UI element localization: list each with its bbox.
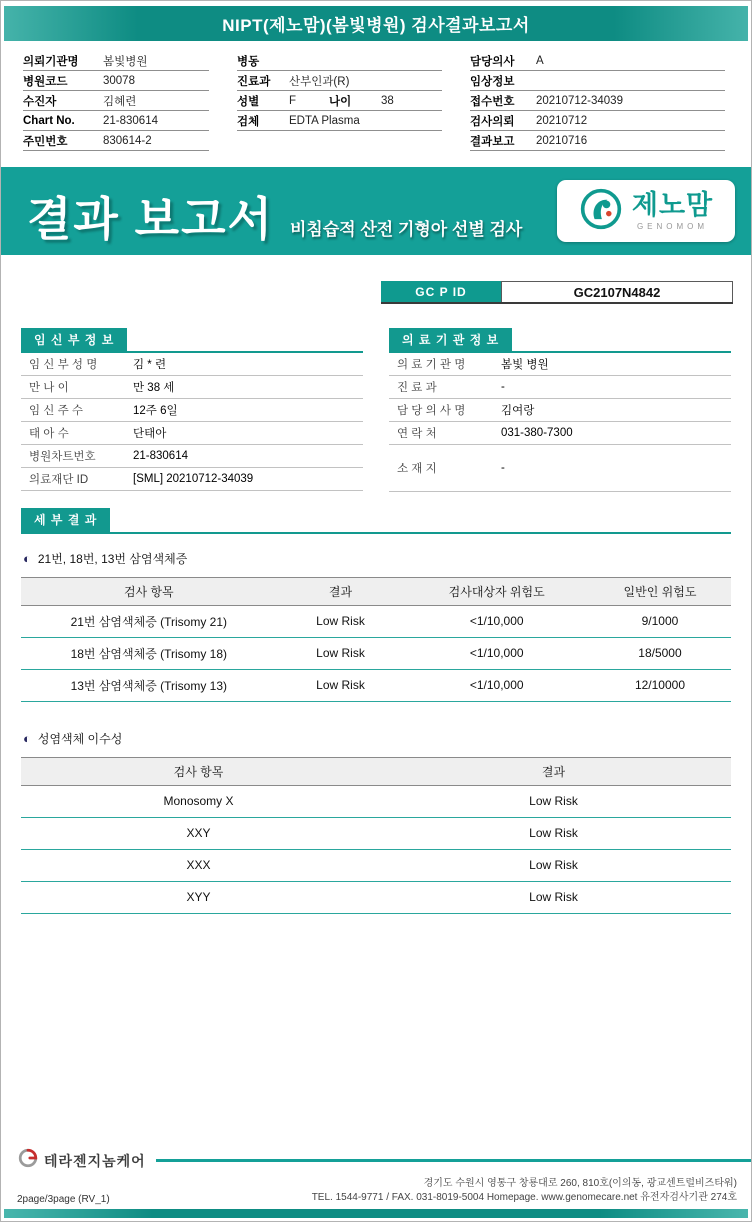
field-value: 산부인과(R) xyxy=(289,75,350,88)
table-row xyxy=(21,353,363,376)
cell-population-risk: 12/10000 xyxy=(634,678,686,693)
field-label: 병동 xyxy=(237,55,260,68)
table-row xyxy=(21,786,731,818)
column-header: 검사 항목 xyxy=(173,764,224,779)
field-label: 수진자 xyxy=(23,95,57,108)
footer-info-row xyxy=(1,1174,751,1205)
column-header: 결과 xyxy=(541,764,566,779)
table-row xyxy=(389,445,731,492)
field-value: 38 xyxy=(381,94,394,107)
table-row xyxy=(21,670,731,702)
company-contact: TEL. 1544-9771 / FAX. 031-8019-5004 Homepage. www.genomecare.net 유전자검사기관 274호 xyxy=(311,1192,737,1203)
field-value: 21-830614 xyxy=(103,114,158,127)
info-row-sex-age xyxy=(237,91,442,111)
table-header-row xyxy=(21,757,731,786)
column-header: 결과 xyxy=(328,584,353,599)
info-row-chart-no xyxy=(23,111,209,131)
company-name: 테라젠지놈케어 xyxy=(44,1152,146,1169)
cell-test-item: 21번 삼염색체증 (Trisomy 21) xyxy=(70,614,228,629)
banner-subtitle: 비침습적 산전 기형아 선별 검사 xyxy=(289,220,523,239)
bottom-accent-bar xyxy=(4,1209,748,1218)
cell-population-risk: 9/1000 xyxy=(641,614,679,629)
cell-subject-risk: <1/10,000 xyxy=(469,614,524,629)
cell-result: Low Risk xyxy=(316,678,365,693)
cell-test-item: XXY xyxy=(186,826,211,841)
field-label: 담당의사 xyxy=(470,55,515,68)
field-value: 김혜련 xyxy=(103,95,137,108)
row-value: 031-380-7300 xyxy=(501,427,573,440)
section-title: 세 부 결 과 xyxy=(21,508,110,531)
field-value: 봄빛병원 xyxy=(103,55,148,68)
cell-result: Low Risk xyxy=(529,794,578,809)
row-value: 김 * 련 xyxy=(133,359,167,372)
sex-chromosome-section-heading xyxy=(23,730,729,747)
field-label: 검체 xyxy=(237,115,260,128)
mother-info-header xyxy=(21,328,363,353)
column-header: 검사 항목 xyxy=(123,584,174,599)
row-label: 의료재단 ID xyxy=(29,474,89,487)
row-value: 단태아 xyxy=(133,428,167,441)
table-row xyxy=(21,638,731,670)
field-value: 20210712-34039 xyxy=(536,94,623,107)
field-value: F xyxy=(289,94,297,107)
cell-test-item: XXX xyxy=(186,858,211,873)
cell-subject-risk: <1/10,000 xyxy=(469,646,524,661)
table-row xyxy=(389,376,731,399)
cell-result: Low Risk xyxy=(529,890,578,905)
footer-logo-row xyxy=(1,1147,751,1174)
theragen-logo-icon xyxy=(17,1147,39,1174)
table-row xyxy=(21,850,731,882)
info-row-ward xyxy=(237,51,442,71)
table-row xyxy=(389,399,731,422)
row-value: - xyxy=(501,381,505,394)
row-label: 태 아 수 xyxy=(29,428,69,441)
table-row xyxy=(21,422,363,445)
sex-chromosome-heading-text: 성염색체 이수성 xyxy=(37,731,123,746)
row-value: 김여랑 xyxy=(501,405,535,418)
patient-info-col-2 xyxy=(237,51,442,151)
row-value: [SML] 20210712-34039 xyxy=(133,473,254,486)
half-circle-icon: ◐ xyxy=(23,730,31,746)
field-value: 20210716 xyxy=(536,134,588,147)
info-row-specimen xyxy=(237,111,442,131)
row-label: 진 료 과 xyxy=(397,382,437,395)
row-value: 봄빛 병원 xyxy=(501,359,549,372)
hospital-info-header xyxy=(389,328,731,353)
patient-info-section xyxy=(1,41,751,155)
table-row xyxy=(21,882,731,914)
cell-subject-risk: <1/10,000 xyxy=(469,678,524,693)
row-value: 만 38 세 xyxy=(133,382,175,395)
table-row xyxy=(21,606,731,638)
info-row-doctor xyxy=(470,51,725,71)
row-label: 담 당 의 사 명 xyxy=(397,405,466,418)
half-circle-icon: ◐ xyxy=(23,550,31,566)
info-row-resident-no xyxy=(23,131,209,151)
field-label: 접수번호 xyxy=(470,95,515,108)
info-row-report-date xyxy=(470,131,725,151)
patient-info-col-1 xyxy=(23,51,209,151)
field-value: EDTA Plasma xyxy=(289,114,360,127)
report-title-bar xyxy=(4,6,748,41)
table-row xyxy=(21,818,731,850)
table-header-row xyxy=(21,577,731,606)
genomom-logo xyxy=(557,180,735,242)
field-label: Chart No. xyxy=(23,114,75,127)
cell-test-item: XYY xyxy=(186,890,211,905)
detailed-results-section xyxy=(1,492,751,913)
table-row xyxy=(21,445,363,468)
field-value: 30078 xyxy=(103,74,135,87)
genomom-logo-subtext: GENOMOM xyxy=(636,221,709,231)
column-header: 일반인 위험도 xyxy=(623,584,697,599)
field-label: 의뢰기관명 xyxy=(23,55,79,68)
row-label: 소 재 지 xyxy=(397,463,437,476)
cell-result: Low Risk xyxy=(316,646,365,661)
info-row-receipt-no xyxy=(470,91,725,111)
row-value: 21-830614 xyxy=(133,450,188,463)
row-label: 연 락 처 xyxy=(397,428,437,441)
row-value: - xyxy=(501,462,505,475)
company-address-block xyxy=(312,1177,737,1205)
genomom-logo-icon xyxy=(579,187,623,236)
info-row-department xyxy=(237,71,442,91)
footer xyxy=(1,1147,751,1205)
cell-test-item: Monosomy X xyxy=(163,794,234,809)
section-title: 의 료 기 관 정 보 xyxy=(389,328,512,351)
trisomy-table xyxy=(21,577,731,702)
row-value: 12주 6일 xyxy=(133,405,178,418)
column-header: 검사대상자 위험도 xyxy=(448,584,545,599)
hospital-info-table xyxy=(389,328,731,492)
cell-test-item: 18번 삼염색체증 (Trisomy 18) xyxy=(70,646,228,661)
row-label: 병원차트번호 xyxy=(29,451,96,464)
mother-info-table xyxy=(21,328,363,492)
genomom-logo-text xyxy=(631,189,714,231)
result-banner xyxy=(1,167,751,255)
row-label: 의 료 기 관 명 xyxy=(397,359,466,372)
detailed-results-header xyxy=(21,508,731,533)
page-number-label: 2page/3page (RV_1) xyxy=(17,1194,110,1205)
row-label: 임 신 부 성 명 xyxy=(29,359,98,372)
field-label: 검사의뢰 xyxy=(470,115,515,128)
field-label: 병원코드 xyxy=(23,75,68,88)
info-row-clinical-info xyxy=(470,71,725,91)
gcp-id-field xyxy=(381,281,733,304)
info-row-hospital-code xyxy=(23,71,209,91)
trisomy-heading-text: 21번, 18번, 13번 삼염색체증 xyxy=(37,551,188,566)
table-row xyxy=(21,376,363,399)
footer-divider xyxy=(156,1159,751,1162)
field-label: 임상정보 xyxy=(470,75,515,88)
cell-result: Low Risk xyxy=(316,614,365,629)
table-row xyxy=(21,468,363,491)
field-value: A xyxy=(536,54,544,67)
field-label: 성별 xyxy=(237,95,260,108)
gcp-id-value: GC2107N4842 xyxy=(501,281,733,302)
field-label: 나이 xyxy=(329,95,352,108)
field-label: 진료과 xyxy=(237,75,271,88)
row-label: 임 신 주 수 xyxy=(29,405,84,418)
table-row xyxy=(389,353,731,376)
banner-title: 결과 보고서 xyxy=(27,193,274,245)
row-label: 만 나 이 xyxy=(29,382,69,395)
sex-chromosome-table xyxy=(21,757,731,914)
info-row-test-request-date xyxy=(470,111,725,131)
table-row xyxy=(21,399,363,422)
field-label: 주민번호 xyxy=(23,135,68,148)
cell-result: Low Risk xyxy=(529,826,578,841)
gcp-id-label: GC P ID xyxy=(381,281,501,302)
cell-test-item: 13번 삼염색체증 (Trisomy 13) xyxy=(70,678,228,693)
patient-info-col-3 xyxy=(470,51,725,151)
field-value: 20210712 xyxy=(536,114,588,127)
info-row-patient-name xyxy=(23,91,209,111)
company-address: 경기도 수원시 영통구 창룡대로 260, 810호(이의동, 광교센트럴비즈타워) xyxy=(423,1178,737,1189)
info-row-requesting-org xyxy=(23,51,209,71)
field-label: 결과보고 xyxy=(470,135,515,148)
theragen-logo xyxy=(17,1147,146,1174)
report-title: NIPT(제노맘)(봄빛병원) 검사결과보고서 xyxy=(222,16,530,35)
info-tables-section xyxy=(1,304,751,492)
cell-result: Low Risk xyxy=(529,858,578,873)
section-title: 임 신 부 정 보 xyxy=(21,328,127,351)
cell-population-risk: 18/5000 xyxy=(638,646,682,661)
field-value: 830614-2 xyxy=(103,134,152,147)
genomom-logo-name: 제노맘 xyxy=(631,189,714,220)
table-row xyxy=(389,422,731,445)
trisomy-section-heading xyxy=(23,550,729,567)
